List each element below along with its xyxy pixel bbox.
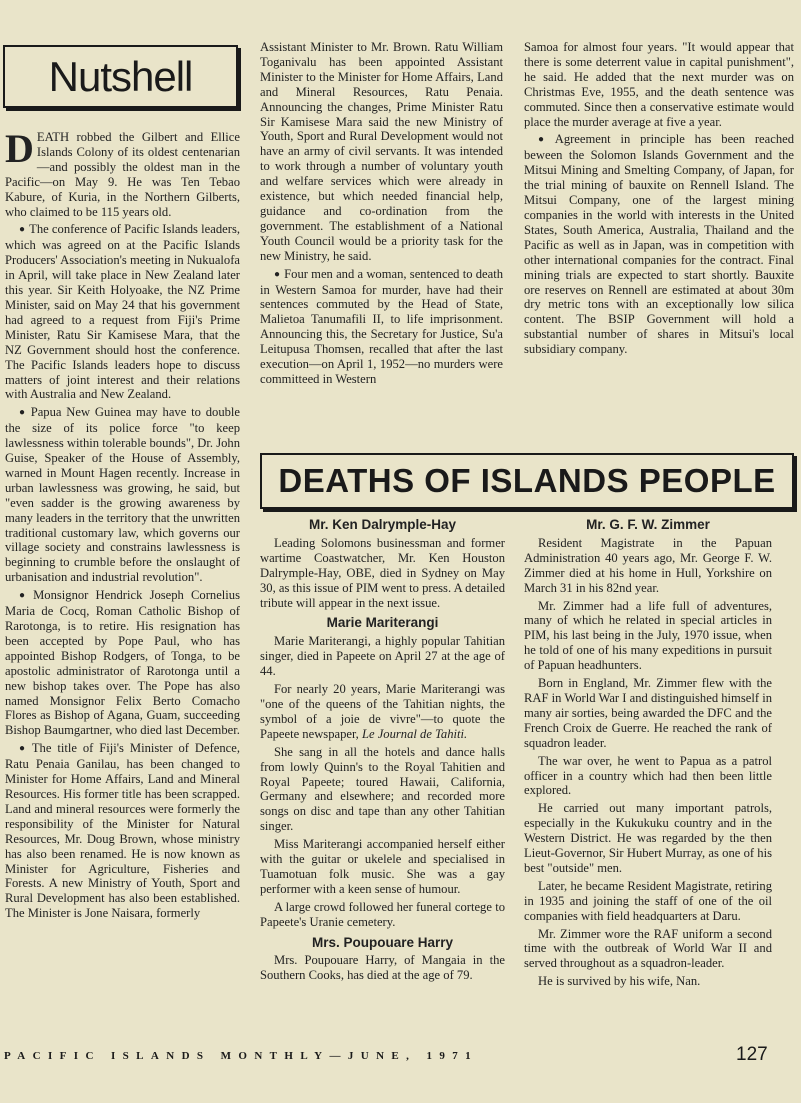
obituary-paragraph: Later, he became Resident Magistrate, retiring in 1935 and joining the staff of one of the oil companies with field headquarters at Daru. (524, 878, 772, 923)
paragraph-text: Monsignor Hendrick Joseph Cornelius Maria de Cocq, Roman Catholic Bishop of Rarotonga, is to retire. His resignation has been accepted by Pope Paul, who has appointed Bishop Rodgers, of Tonga, to be apostolic administrator of Rarotonga until a new bishop takes over. The Pope has also named Monsignor Felix Berto Comacho Flores as Bishop of Agana, Guam, succeeding Bishop Baumgartner, who died last December. (5, 588, 240, 738)
paragraph-text: EATH robbed the Gilbert and Ellice Islands Colony of its oldest centenarian—and possibly the oldest man in the Pacific—on May 9. He was Ten Tebao Kabure, of Kuria, in the Northern Gilberts, who claimed to be 115 years old. (5, 130, 240, 219)
deaths-column-left (260, 518, 505, 986)
drop-cap: D (5, 126, 34, 171)
obituary-paragraph: Miss Mariterangi accompanied herself either with the guitar or ukelele and specialised in Tuamotuan folk music. She was a gay performer with a keen sense of humour. (260, 837, 505, 896)
obituary-paragraph: Marie Mariterangi, a highly popular Tahitian singer, died in Papeete on April 27 at the age of 44. (260, 634, 505, 679)
nutshell-column-3 (524, 40, 794, 360)
deaths-banner (260, 453, 794, 509)
nutshell-column-1 (5, 126, 240, 924)
paragraph-text: Four men and a woman, sentenced to death in Western Samoa for murder, have had their sentences commuted by the Head of State, Malietoa Tanumafili II, to life imprisonment. Announcing this, the Secretary for Justice, Su'a Leitupusa Thomsen, recalled that after the last execution—on April 1, 1952—no murders were committeed in Western (260, 266, 503, 386)
paragraph-bauxite (524, 132, 794, 357)
paragraph-conference (5, 222, 240, 402)
bullet-icon: ● (19, 224, 26, 236)
bullet-icon: ● (19, 743, 28, 755)
footer-publication: PACIFIC ISLANDS MONTHLY—JUNE, 1971 (4, 1050, 479, 1062)
paragraph-text: Papua New Guinea may have to double the size of its police force "to keep lawlessness within tolerable bounds", Dr. John Guise, Speaker of the House of Assembly, warned in Mount Hagen recently. Increase in urban lawlessness was growing, he said, but "even sadder is the growing awareness by many leaders in the territory that the unwritten traditional customary law, which governs our village society and constrains lawlessness is beginning to crumble before the onslaught of urbanisation and industrial revolution". (5, 405, 240, 585)
deaths-banner-title: DEATHS OF ISLANDS PEOPLE (278, 462, 776, 499)
bullet-icon: ● (538, 134, 551, 146)
paragraph-text: For nearly 20 years, Marie Mariterangi was "one of the queens of the Tahitian nights, the symbol of a joie de vivre"—to quote the Papeete newspaper, (260, 682, 505, 741)
paragraph-ministry (5, 741, 240, 921)
paragraph-samoa-sentences (260, 267, 503, 387)
paragraph-text: The title of Fiji's Minister of Defence, Ratu Penaia Ganilau, has been changed to Minister for Home Affairs, Land and Mineral Resources. His former title has been scrapped. Land and mineral resources were formerly the responsibility of the Minister for Natural Resources, Mr. Doug Brown, whose ministry has also been renamed. He is now known as Minister for Agriculture, Fisheries and Forests. A new Ministry of Youth, Sport and Rural Development has also been established. The Minister is Jone Naisara, formerly (5, 741, 240, 921)
obituary-paragraph: Mr. Zimmer wore the RAF uniform a second time with the outbreak of World War II and served throughout as a squadron-leader. (524, 926, 772, 971)
paragraph-bishop (5, 588, 240, 738)
obituary-paragraph: She sang in all the hotels and dance halls from lowly Quinn's to the Royal Tahitien and Royal Papeete; toured Hawaii, California, Germany and elsewhere; and recorded more songs on disc and tape than any other Tahitian singer. (260, 744, 505, 834)
obituary-heading: Mr. G. F. W. Zimmer (586, 517, 710, 532)
bullet-icon: ● (19, 407, 27, 419)
obituary-paragraph: The war over, he went to Papua as a patrol officer in a country which had then been little explored. (524, 753, 772, 798)
paragraph-centenarian (5, 126, 240, 219)
nutshell-column-2 (260, 40, 503, 390)
newspaper-title: Le Journal de Tahiti. (361, 726, 468, 741)
paragraph-samoa-continued: Samoa for almost four years. "It would appear that there is some deterrent value in capital punishment", he said. He added that the next murder was on Christmas Eve, 1955, and the death sentence was commuted. Since then a conservative estimate would place the murder average at five a year. (524, 40, 794, 129)
obituary-heading: Mrs. Poupouare Harry (311, 934, 454, 950)
obituary-heading: Marie Mariterangi (326, 615, 439, 631)
masthead-title: Nutshell (48, 52, 193, 100)
obituary-paragraph: Born in England, Mr. Zimmer flew with the RAF in World War I and distinguished himself in many air sorties, being awarded the DFC and the French Croix de Guerre. He reached the rank of squadron leader. (524, 676, 772, 750)
obituary-paragraph: A large crowd followed her funeral cortege to Papeete's Uranie cemetery. (260, 899, 505, 929)
nutshell-masthead (3, 45, 238, 108)
obituary-paragraph: Mr. Zimmer had a life full of adventures, many of which he related in special articles in PIM, his last being in the July, 1970 issue, when he told of one of his many expeditions in pursuit of Papuan headhunters. (524, 598, 772, 673)
obituary-heading: Mr. Ken Dalrymple-Hay (308, 517, 457, 532)
paragraph-text: Agreement in principle has been reached beween the Solomon Islands Government and the Mitsui Mining and Smelting Company, of Japan, for the trial mining of bauxite on Rennell Island. The Mitsui Company, one of the largest mining companies in the world with interests in the United States, South America, Australia, Thailand and the Pacific as well as in Japan, was in competition with other international companies for the contract. Final mining trials are expected to start shortly. Bauxite ore reserves on Rennell are estimated at about 30m dry metric tons with an exceptionally low silica content. The BSIP Government will hold a substantial number of shares in Mitsui's local subsidiary company. (524, 132, 795, 357)
obituary-paragraph: He carried out many important patrols, especially in the Kukukuku country and in the Western District. He was regarded by the then Lieut-Governor, Sir Hubert Murray, as one of his best "outside" men. (524, 801, 772, 875)
page-number: 127 (736, 1044, 768, 1065)
obituary-paragraph: He is survived by his wife, Nan. (538, 974, 701, 989)
obituary-paragraph (260, 682, 505, 742)
bullet-icon: ● (274, 268, 281, 280)
obituary-paragraph: Mrs. Poupouare Harry, of Mangaia in the Southern Cooks, has died at the age of 79. (260, 953, 505, 983)
paragraph-police (5, 405, 240, 585)
deaths-column-right (524, 518, 772, 992)
bullet-icon: ● (19, 590, 30, 602)
obituary-paragraph: Leading Solomons businessman and former wartime Coastwatcher, Mr. Ken Houston Dalrymple-Hay, OBE, died in Sydney on May 30, as this issue of PIM went to press. A detailed tribute will appear in the next issue. (260, 535, 505, 610)
obituary-paragraph: Resident Magistrate in the Papuan Administration 40 years ago, Mr. George F. W. Zimmer died at his home in Hull, Yorkshire on March 31 in his 82nd year. (524, 535, 772, 595)
paragraph-text: The conference of Pacific Islands leaders, which was agreed on at the Pacific Islands Producers' Association's meeting in Nukualofa in April, will take place in New Zealand later this year. Sir Keith Holyoake, the NZ Prime Minister, said on May 24 that his government had agreed to a request from Fiji's Prime Minister, Ratu Sir Kamisese Mara, that the NZ Government should host the conference. The Pacific Islands leaders hope to discuss matters of joint interest and their relations with Australia and New Zealand. (5, 222, 240, 402)
paragraph-ministry-continued: Assistant Minister to Mr. Brown. Ratu William Toganivalu has been appointed Assistant Minister to the Minister for Home Affairs, Land and Mineral Resources, Ratu Penaia. Announcing the changes, Prime Minister Ratu Sir Kamisese Mara said the new Ministry of Youth, Sport and Rural Development would not have an army of civil servants. It was intended to work through a number of voluntary youth and welfare services which were already in existence, but which needed financial help, guidance and co-ordination from the government. The establishment of a National Youth Council would be a priority task for the new Ministry, he said. (260, 40, 503, 263)
